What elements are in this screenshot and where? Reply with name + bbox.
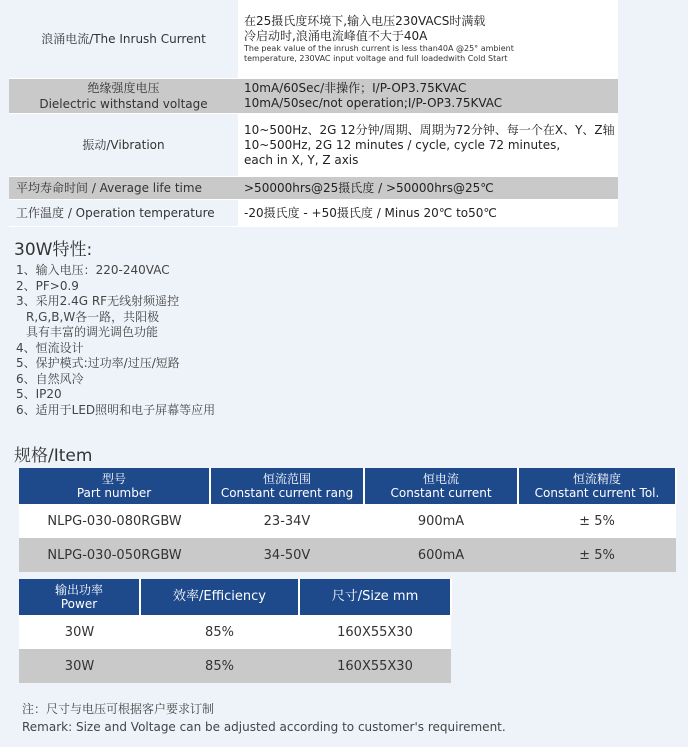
spec-label <box>9 79 238 114</box>
header-cn: 恒电流 <box>422 472 459 486</box>
part-table-header <box>19 468 676 504</box>
feature-item: 1、输入电压：220-240VAC <box>16 263 170 277</box>
header-cn: 恒流范围 <box>262 472 311 486</box>
feature-item: 5、IP20 <box>16 387 62 401</box>
spec-table <box>9 0 618 227</box>
table-row <box>19 649 451 683</box>
cell-part-number: NLPG-030-050RGBW <box>19 538 210 572</box>
item-title: 规格/Item <box>14 446 93 466</box>
power-table <box>19 579 452 683</box>
spec-small-line: temperature, 230VAC input voltage and full loadedwith Cold Start <box>244 54 508 63</box>
cell-power: 30W <box>19 615 140 649</box>
spec-label: 工作温度 / Operation temperature <box>9 200 238 227</box>
cell-power: 30W <box>19 649 140 683</box>
spec-row-vibration <box>9 114 618 177</box>
cell-current-tol: ± 5% <box>518 538 676 572</box>
spec-value <box>238 114 618 177</box>
spec-line: 冷启动时,浪涌电流峰值不大于40A <box>244 29 428 43</box>
feature-item: 6、自然风冷 <box>16 371 84 386</box>
header-current-range <box>210 468 364 504</box>
cell-current-range: 34-50V <box>210 538 364 572</box>
spec-small-line: The peak value of the inrush current is less than40A @25° ambient <box>244 44 514 53</box>
cell-current-range: 23-34V <box>210 504 364 538</box>
remark-note <box>22 700 506 736</box>
header-cn: 输出功率 <box>54 583 103 597</box>
cell-efficiency: 85% <box>140 649 299 683</box>
header-en: Constant current <box>390 486 492 500</box>
header-en: Power <box>60 597 98 611</box>
spec-row-lifetime <box>9 177 618 200</box>
remark-en: Remark: Size and Voltage can be adjusted according to customer's requirement. <box>22 720 506 734</box>
cell-constant-current: 900mA <box>364 504 518 538</box>
header-part-number <box>19 468 210 504</box>
spec-value <box>238 79 618 114</box>
header-size: 尺寸/Size mm <box>299 579 451 615</box>
part-table <box>19 468 677 572</box>
spec-line: 10mA/50sec/not operation;I/P-OP3.75KVAC <box>244 96 503 110</box>
cell-constant-current: 600mA <box>364 538 518 572</box>
feature-item: 具有丰富的调光调色功能 <box>26 325 159 339</box>
header-cn: 恒流精度 <box>572 472 621 486</box>
spec-line: 10mA/60Sec/非操作；I/P-OP3.75KVAC <box>244 81 467 95</box>
spec-line: 在25摄氏度环境下,输入电压230VACS时满载 <box>244 14 486 28</box>
cell-efficiency: 85% <box>140 615 299 649</box>
feature-item: 5、保护模式:过功率/过压/短路 <box>16 356 180 370</box>
cell-part-number: NLPG-030-080RGBW <box>19 504 210 538</box>
header-en: Part number <box>76 486 152 500</box>
spec-label: 平均寿命时间 / Average life time <box>9 177 238 200</box>
spec-label: 振动/Vibration <box>9 114 238 177</box>
spec-value: >50000hrs@25摄氏度 / >50000hrs@25℃ <box>238 177 618 200</box>
feature-item: 2、PF>0.9 <box>16 278 79 293</box>
header-cn: 型号 <box>101 472 126 486</box>
spec-line: each in X, Y, Z axis <box>244 152 359 167</box>
header-power <box>19 579 140 615</box>
spec-row-temperature <box>9 200 618 227</box>
spec-value: -20摄氏度 - +50摄氏度 / Minus 20℃ to50℃ <box>238 200 618 227</box>
cell-current-tol: ± 5% <box>518 504 676 538</box>
feature-item: R,G,B,W各一路，共阳极 <box>26 309 160 324</box>
spec-value <box>238 0 618 79</box>
features-list <box>16 263 215 418</box>
table-row <box>19 538 676 572</box>
header-constant-current <box>364 468 518 504</box>
table-row <box>19 504 676 538</box>
spec-line: 10~500Hz、2G 12分钟/周期、周期为72分钟、每一个在X、Y、Z轴 <box>244 122 615 137</box>
table-row <box>19 615 451 649</box>
spec-row-inrush <box>9 0 618 79</box>
spec-row-dielectric <box>9 79 618 114</box>
cell-size: 160X55X30 <box>299 615 451 649</box>
power-table-header <box>19 579 451 615</box>
header-efficiency: 效率/Efficiency <box>140 579 299 615</box>
features-title: 30W特性: <box>14 240 93 260</box>
spec-line: 10~500Hz, 2G 12 minutes / cycle, cycle 72 minutes, <box>244 137 561 152</box>
header-en: Constant current Tol. <box>534 486 660 500</box>
feature-item: 4、恒流设计 <box>16 340 84 355</box>
remark-cn: 注：尺寸与电压可根据客户要求订制 <box>22 702 215 716</box>
header-en: Constant current rang <box>220 486 354 500</box>
spec-label: 浪涌电流/The Inrush Current <box>9 0 238 79</box>
header-current-tol <box>518 468 676 504</box>
spec-label-en: Dielectric withstand voltage <box>39 97 208 111</box>
feature-item: 6、适用于LED照明和电子屏幕等应用 <box>16 402 216 417</box>
spec-label-cn: 绝缘强度电压 <box>87 81 160 95</box>
cell-size: 160X55X30 <box>299 649 451 683</box>
feature-item: 3、采用2.4G RF无线射频遥控 <box>16 294 180 308</box>
